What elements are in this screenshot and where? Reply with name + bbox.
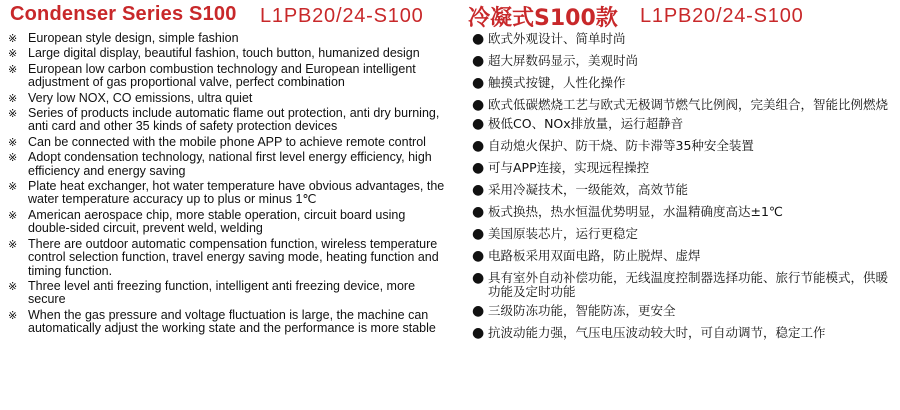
chinese-column (468, 0, 893, 340)
english-title: Condenser Series S100 (10, 3, 237, 25)
chinese-feature-item (468, 139, 893, 153)
chinese-feature-text: 采用冷凝技术，一级能效，高效节能 (488, 182, 689, 197)
english-feature-text: European low carbon combustion technology and European intelligent adjustment of gas proportional valve, perfect combination (28, 61, 416, 90)
bullet-icon: ● (472, 97, 485, 113)
reference-mark-icon: ※ (8, 107, 18, 121)
chinese-model: L1PB20/24-S100 (640, 5, 804, 27)
chinese-feature-item (468, 205, 893, 219)
reference-mark-icon: ※ (8, 308, 18, 322)
english-feature-item (6, 238, 446, 278)
english-header (6, 0, 446, 32)
english-model: L1PB20/24-S100 (260, 5, 424, 27)
english-feature-item (6, 32, 446, 45)
english-feature-item (6, 280, 446, 307)
bullet-icon: ● (472, 138, 485, 154)
chinese-feature-text: 自动熄火保护、防干烧、防卡滞等35种安全装置 (488, 138, 754, 153)
chinese-feature-text: 具有室外自动补偿功能，无线温度控制器选择功能、旅行节能模式，供暖功能及定时功能 (488, 270, 889, 299)
english-feature-text: Can be connected with the mobile phone APP to achieve remote control (28, 134, 426, 149)
reference-mark-icon: ※ (8, 279, 18, 293)
bullet-icon: ● (472, 204, 485, 220)
bullet-icon: ● (472, 248, 485, 264)
english-feature-text: Large digital display, beautiful fashion, touch button, humanized design (28, 46, 420, 61)
reference-mark-icon: ※ (8, 32, 18, 45)
chinese-feature-text: 三级防冻功能，智能防冻，更安全 (488, 303, 676, 318)
chinese-feature-item (468, 98, 893, 112)
chinese-feature-text: 欧式外观设计、简单时尚 (488, 31, 626, 46)
chinese-feature-text: 极低CO、NOx排放量，运行超静音 (488, 116, 684, 131)
english-feature-text: Adopt condensation technology, national first level energy efficiency, high efficiency and energy saving (28, 150, 432, 178)
chinese-feature-item (468, 304, 893, 318)
english-feature-item (6, 63, 446, 90)
english-feature-text: American aerospace chip, more stable operation, circuit board using double-sided circuit, prevent weld, welding (28, 207, 406, 236)
chinese-feature-item (468, 32, 893, 46)
bullet-icon: ● (472, 160, 485, 176)
chinese-feature-item (468, 271, 893, 299)
bullet-icon: ● (472, 31, 485, 47)
english-feature-item (6, 151, 446, 178)
chinese-feature-text: 超大屏数码显示，美观时尚 (488, 53, 639, 68)
bullet-icon: ● (472, 270, 485, 286)
reference-mark-icon: ※ (8, 91, 18, 105)
chinese-feature-item (468, 54, 893, 68)
reference-mark-icon: ※ (8, 151, 18, 165)
chinese-header (468, 0, 893, 32)
english-feature-text: Very low NOX, CO emissions, ultra quiet (28, 90, 253, 105)
english-column (6, 0, 446, 338)
english-feature-item (6, 180, 446, 207)
chinese-feature-item (468, 76, 893, 90)
chinese-feature-item (468, 326, 893, 340)
reference-mark-icon: ※ (8, 47, 18, 61)
chinese-feature-text: 触摸式按键，人性化操作 (488, 75, 626, 90)
chinese-feature-item (468, 117, 893, 131)
bullet-icon: ● (472, 182, 485, 198)
chinese-feature-text: 抗波动能力强，气压电压波动较大时，可自动调节，稳定工作 (488, 325, 826, 340)
chinese-feature-text: 美国原装芯片，运行更稳定 (488, 226, 639, 241)
english-feature-text: When the gas pressure and voltage fluctuation is large, the machine can automatically adjust the working state and the performance is more stable (28, 307, 436, 336)
english-feature-item (6, 47, 446, 60)
reference-mark-icon: ※ (8, 237, 18, 251)
chinese-feature-text: 可与APP连接，实现远程操控 (488, 160, 650, 175)
chinese-feature-text: 板式换热，热水恒温优势明显，水温精确度高达±1℃ (488, 204, 783, 219)
reference-mark-icon: ※ (8, 208, 18, 222)
bullet-icon: ● (472, 53, 485, 69)
english-feature-item (6, 92, 446, 105)
chinese-feature-item (468, 227, 893, 241)
chinese-feature-item (468, 249, 893, 263)
english-feature-text: European style design, simple fashion (28, 31, 239, 45)
chinese-feature-item (468, 183, 893, 197)
reference-mark-icon: ※ (8, 180, 18, 194)
english-feature-item (6, 209, 446, 236)
english-feature-item (6, 107, 446, 134)
english-feature-text: Series of products include automatic flame out protection, anti dry burning, anti card and other 35 kinds of safety protection devices (28, 106, 440, 134)
english-feature-text: Plate heat exchanger, hot water temperature have obvious advantages, the water temperature accuracy up to plus or minus 1℃ (28, 179, 445, 207)
chinese-feature-item (468, 161, 893, 175)
reference-mark-icon: ※ (8, 62, 18, 76)
english-feature-list (6, 32, 446, 336)
reference-mark-icon: ※ (8, 135, 18, 149)
english-feature-text: There are outdoor automatic compensation function, wireless temperature control selection function, travel energy saving mode, heating function and timing function. (28, 236, 439, 278)
bullet-icon: ● (472, 325, 485, 341)
english-feature-text: Three level anti freezing function, intelligent anti freezing device, more secure (28, 278, 416, 307)
chinese-feature-text: 电路板采用双面电路，防止脱焊、虚焊 (488, 248, 701, 263)
chinese-feature-list (468, 32, 893, 340)
chinese-feature-text: 欧式低碳燃烧工艺与欧式无极调节燃气比例阀，完美组合，智能比例燃烧 (488, 97, 889, 112)
english-feature-item (6, 309, 446, 336)
bullet-icon: ● (472, 116, 485, 132)
chinese-title: 冷凝式S100款 (468, 6, 618, 31)
bullet-icon: ● (472, 226, 485, 242)
bullet-icon: ● (472, 303, 485, 319)
english-feature-item (6, 136, 446, 149)
bullet-icon: ● (472, 75, 485, 91)
